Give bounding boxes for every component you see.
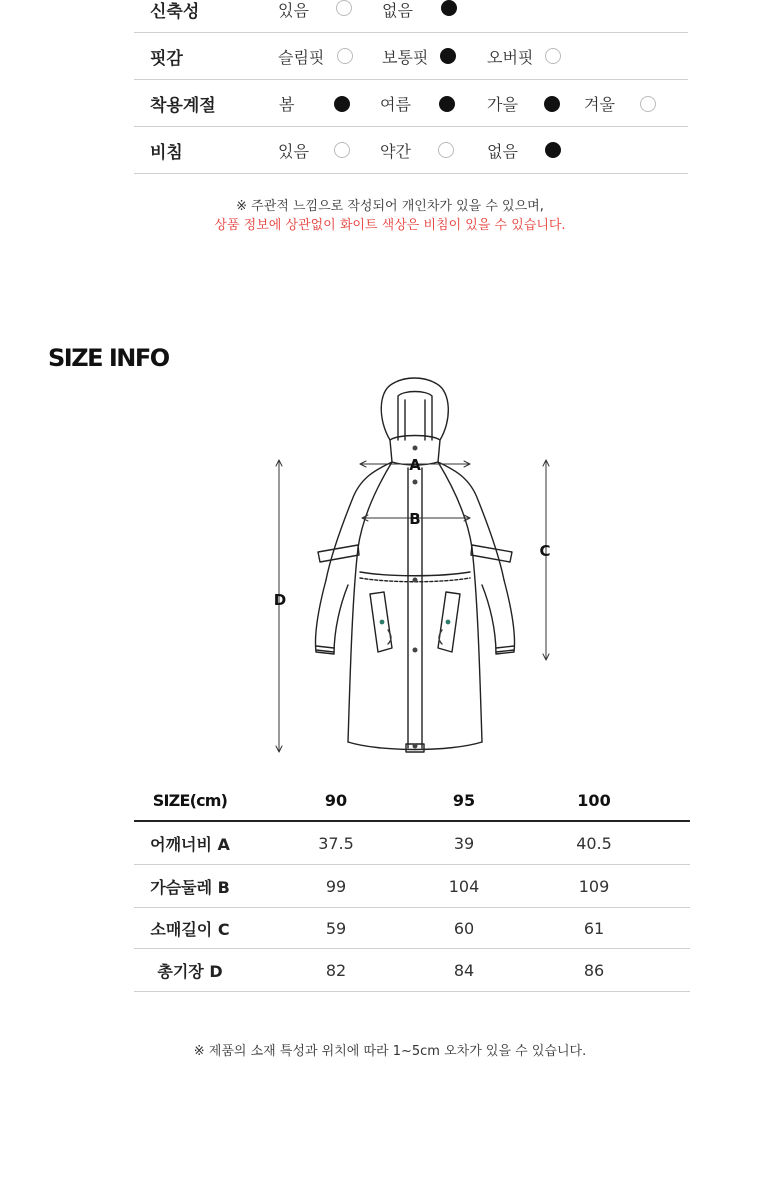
diagram-label-c: C xyxy=(539,542,551,560)
diagram-label-b: B xyxy=(409,510,421,528)
attribute-label: 비침 xyxy=(150,143,183,163)
size-header-col: 95 xyxy=(452,790,476,810)
size-table-row xyxy=(134,822,690,865)
size-cell: 84 xyxy=(453,960,475,980)
option-label: 겨울 xyxy=(584,95,615,114)
size-header-col: 90 xyxy=(324,790,348,810)
option-label: 약간 xyxy=(380,142,411,161)
option-label: 없음 xyxy=(487,142,518,161)
size-cell: 40.5 xyxy=(576,833,612,853)
size-table-header xyxy=(134,780,690,822)
size-table-row xyxy=(134,865,690,908)
size-table-row xyxy=(134,949,690,992)
attribute-row-season xyxy=(134,80,688,127)
size-cell: 60 xyxy=(453,918,475,938)
size-header-col: 100 xyxy=(577,790,611,810)
coat-size-diagram xyxy=(260,372,560,762)
option-label: 있음 xyxy=(278,142,309,161)
size-cell: 61 xyxy=(583,918,605,938)
radio-dot-selected xyxy=(545,142,561,158)
radio-dot-selected xyxy=(334,96,350,112)
radio-dot-unselected xyxy=(640,96,656,112)
attribute-label: 신축성 xyxy=(150,2,200,22)
attribute-note-line2: 상품 정보에 상관없이 화이트 색상은 비침이 있을 수 있습니다. xyxy=(214,218,566,233)
radio-dot-unselected xyxy=(336,0,352,16)
radio-dot-selected xyxy=(441,0,457,16)
size-cell: 82 xyxy=(325,960,347,980)
size-row-label: 가슴둘레 B xyxy=(150,877,230,897)
radio-dot-unselected xyxy=(337,48,353,64)
option-label: 보통핏 xyxy=(382,48,429,67)
diagram-label-a: A xyxy=(409,456,421,474)
attribute-label: 착용계절 xyxy=(150,96,216,116)
diagram-label-d: D xyxy=(273,591,287,609)
option-label: 있음 xyxy=(278,1,309,20)
size-row-label: 어깨너비 A xyxy=(150,834,230,854)
attribute-row-transparency xyxy=(134,127,688,174)
coat-snap-buttons xyxy=(380,446,451,749)
size-cell: 86 xyxy=(583,960,605,980)
size-info-title: SIZE INFO xyxy=(48,344,169,372)
size-row-label: 총기장 D xyxy=(157,961,223,981)
size-row-label: 소매길이 C xyxy=(150,919,230,939)
measurement-arrows xyxy=(273,460,549,752)
option-label: 없음 xyxy=(382,1,413,20)
size-cell: 59 xyxy=(325,918,347,938)
size-cell: 109 xyxy=(578,876,610,896)
option-label: 오버핏 xyxy=(487,48,534,67)
size-table-row xyxy=(134,908,690,949)
size-note: ※ 제품의 소재 특성과 위치에 따라 1~5cm 오차가 있을 수 있습니다. xyxy=(193,1044,587,1059)
size-cell: 39 xyxy=(453,833,475,853)
radio-dot-selected xyxy=(440,48,456,64)
radio-dot-unselected xyxy=(438,142,454,158)
attribute-label: 핏감 xyxy=(150,49,183,69)
option-label: 슬림핏 xyxy=(278,48,325,67)
option-label: 가을 xyxy=(487,95,518,114)
size-header-label: SIZE(cm) xyxy=(152,790,228,810)
attribute-row-stretch xyxy=(134,0,688,33)
size-cell: 104 xyxy=(448,876,480,896)
option-label: 봄 xyxy=(279,95,295,114)
option-label: 여름 xyxy=(380,95,411,114)
radio-dot-unselected xyxy=(545,48,561,64)
attribute-note-line1: ※ 주관적 느낌으로 작성되어 개인차가 있을 수 있으며, xyxy=(236,199,544,214)
size-cell: 99 xyxy=(325,876,347,896)
attribute-row-fit xyxy=(134,33,688,80)
radio-dot-unselected xyxy=(334,142,350,158)
size-cell: 37.5 xyxy=(318,833,354,853)
radio-dot-selected xyxy=(544,96,560,112)
radio-dot-selected xyxy=(439,96,455,112)
coat-outline xyxy=(315,378,514,752)
